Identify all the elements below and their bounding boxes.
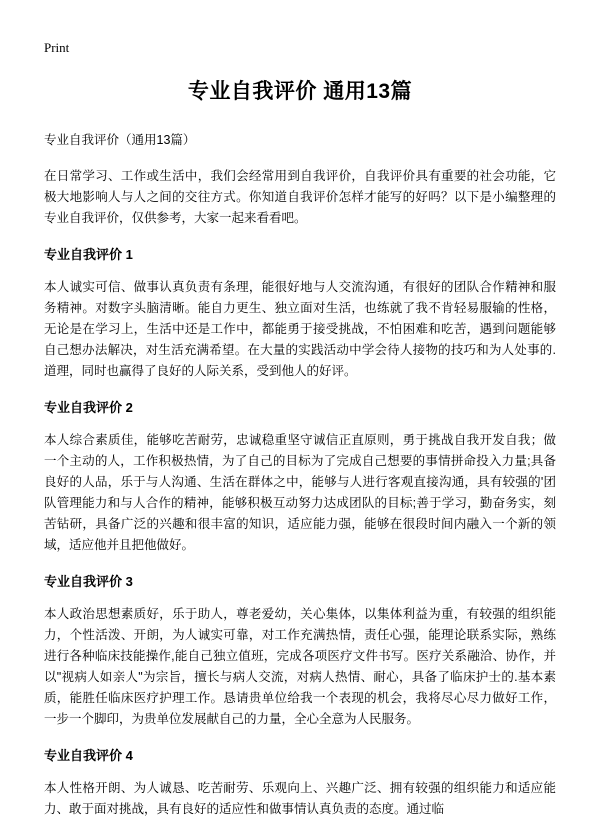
page-title: 专业自我评价 通用13篇 (187, 80, 413, 103)
intro-paragraph: 在日常学习、工作或生活中，我们会经常用到自我评价，自我评价具有重要的社会功能，它极大地影响人与人之间的交往方式。你知道自我评价怎样才能写的好吗？以下是小编整理的专业自我评价，仅供参考，大家一起来看看吧。 (44, 169, 556, 225)
section-body: 本人政治思想素质好，乐于助人，尊老爱幼，关心集体，以集体利益为重，有较强的组织能力，个性活泼、开朗，为人诚实可靠，对工作充满热情，责任心强，能理论联系实际，熟练进行各种临床技能操作,能自己独立值班，完成各项医疗文件书写。医疗关系融洽、协作，并以"视病人如亲人"为宗旨，擅长与病人交流，对病人热情、耐心，具备了临床护士的.基本素质，能胜任临床医疗护理工作。恳请贵单位给我一个表现的机会，我将尽心尽力做好工作，一步一个脚印，为贵单位发展献自己的力量，全心全意为人民服务。 (44, 607, 556, 726)
print-button[interactable]: Print (44, 40, 70, 55)
section-body: 本人综合素质佳，能够吃苦耐劳，忠诚稳重坚守诚信正直原则，勇于挑战自我开发自我；做一个主动的人，工作积极热情，为了自己的目标为了完成自己想要的事情拼命投入力量;具备良好的人品，乐于与人沟通、生活在群体之中，能够与人进行客观直接沟通，具有较强的'团队管理能力和与人合作的精神，能够积极互动努力达成团队的目标;善于学习，勤奋务实，刻苦钻研，具备广泛的兴趣和很丰富的知识，适应能力强，能够在很段时间内融入一个新的领域，适应他并且把他做好。 (44, 433, 556, 552)
section-heading: 专业自我评价 2 (44, 400, 133, 415)
section-heading: 专业自我评价 4 (44, 748, 133, 763)
section-4 (44, 746, 556, 820)
section-heading: 专业自我评价 1 (44, 247, 133, 262)
document-subtitle: 专业自我评价（通用13篇） (44, 133, 196, 147)
section-heading: 专业自我评价 3 (44, 574, 133, 589)
section-body: 本人诚实可信、做事认真负责有条理，能很好地与人交流沟通，有很好的团队合作精神和服务精神。对数字头脑清晰。能自力更生、独立面对生活，也练就了我不肯轻易服输的性格，无论是在学习上，生活中还是工作中，都能勇于接受挑战，不怕困难和吃苦，遇到问题能够自己想办法解决，对生活充满希望。在大量的实践活动中学会待人接物的技巧和为人处事的.道理，同时也赢得了良好的人际关系，受到他人的好评。 (44, 280, 556, 378)
section-1 (44, 245, 556, 382)
section-3 (44, 572, 556, 730)
section-2 (44, 398, 556, 556)
section-body: 本人性格开朗、为人诚恳、吃苦耐劳、乐观向上、兴趣广泛、拥有较强的组织能力和适应能力、敢于面对挑战，具有良好的适应性和做事情认真负责的态度。通过临 (44, 781, 556, 816)
